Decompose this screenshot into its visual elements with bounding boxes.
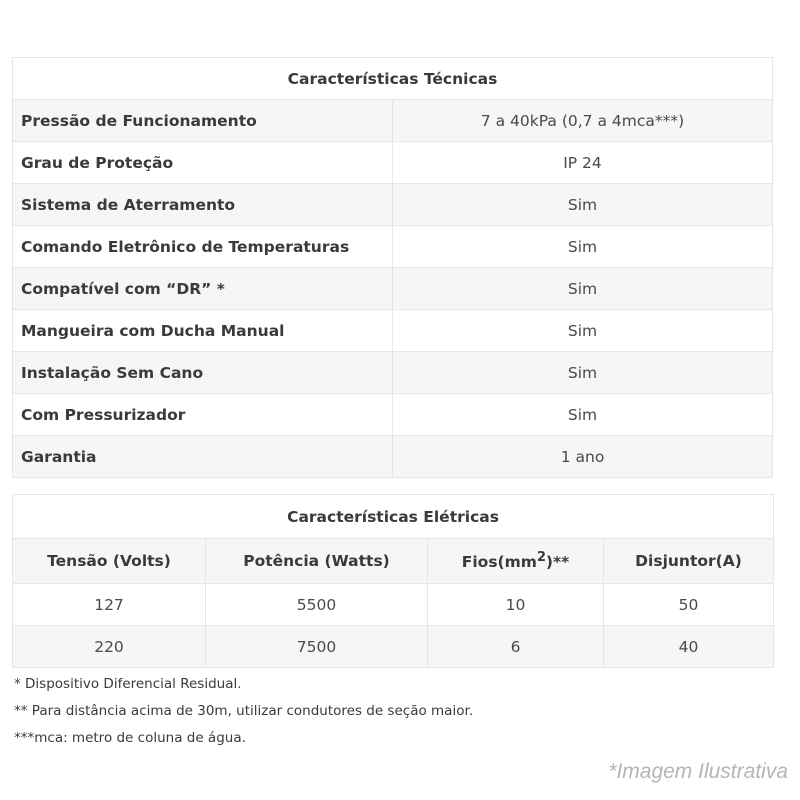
column-header-voltage: Tensão (Volts)	[13, 539, 206, 584]
electrical-title-row	[13, 495, 774, 539]
wires-cell: 6	[428, 626, 604, 668]
table-row	[13, 100, 773, 142]
spec-label: Garantia	[13, 436, 393, 478]
illustrative-image-watermark: *Imagem Ilustrativa	[608, 760, 788, 783]
table-row	[13, 352, 773, 394]
electrical-specs-table	[12, 494, 774, 668]
spec-label: Instalação Sem Cano	[13, 352, 393, 394]
wires-header-prefix: Fios(mm	[461, 553, 537, 572]
column-header-wires	[428, 539, 604, 584]
table-row	[13, 310, 773, 352]
table-row	[13, 226, 773, 268]
spec-value: Sim	[393, 394, 773, 436]
table-row	[13, 584, 774, 626]
column-header-breaker: Disjuntor(A)	[604, 539, 774, 584]
table-row	[13, 436, 773, 478]
spec-label: Grau de Proteção	[13, 142, 393, 184]
spec-value: Sim	[393, 352, 773, 394]
wires-cell: 10	[428, 584, 604, 626]
spec-label: Compatível com “DR” *	[13, 268, 393, 310]
table-row	[13, 268, 773, 310]
wires-header-suffix: )**	[545, 553, 570, 572]
power-cell: 7500	[206, 626, 428, 668]
table-row	[13, 394, 773, 436]
spec-label: Comando Eletrônico de Temperaturas	[13, 226, 393, 268]
electrical-table-title: Características Elétricas	[13, 495, 774, 539]
spec-value: Sim	[393, 310, 773, 352]
technical-specs-table	[12, 57, 773, 478]
technical-title-row	[13, 58, 773, 100]
breaker-cell: 40	[604, 626, 774, 668]
spec-value: 1 ano	[393, 436, 773, 478]
technical-table-title: Características Técnicas	[13, 58, 773, 100]
footnote: * Dispositivo Diferencial Residual.	[14, 676, 242, 692]
power-cell: 5500	[206, 584, 428, 626]
spec-value: Sim	[393, 268, 773, 310]
breaker-cell: 50	[604, 584, 774, 626]
footnotes	[14, 674, 473, 755]
spec-label: Mangueira com Ducha Manual	[13, 310, 393, 352]
spec-label: Pressão de Funcionamento	[13, 100, 393, 142]
spec-value: 7 a 40kPa (0,7 a 4mca***)	[393, 100, 773, 142]
spec-label: Com Pressurizador	[13, 394, 393, 436]
column-header-power: Potência (Watts)	[206, 539, 428, 584]
table-row	[13, 184, 773, 226]
electrical-header-row	[13, 539, 774, 584]
wires-header-superscript: 2	[536, 550, 546, 566]
spec-label: Sistema de Aterramento	[13, 184, 393, 226]
spec-value: Sim	[393, 226, 773, 268]
table-row	[13, 626, 774, 668]
voltage-cell: 220	[13, 626, 206, 668]
spec-value: IP 24	[393, 142, 773, 184]
table-row	[13, 142, 773, 184]
spec-value: Sim	[393, 184, 773, 226]
footnote: ** Para distância acima de 30m, utilizar condutores de seção maior.	[14, 703, 474, 719]
voltage-cell: 127	[13, 584, 206, 626]
footnote: ***mca: metro de coluna de água.	[14, 730, 246, 746]
